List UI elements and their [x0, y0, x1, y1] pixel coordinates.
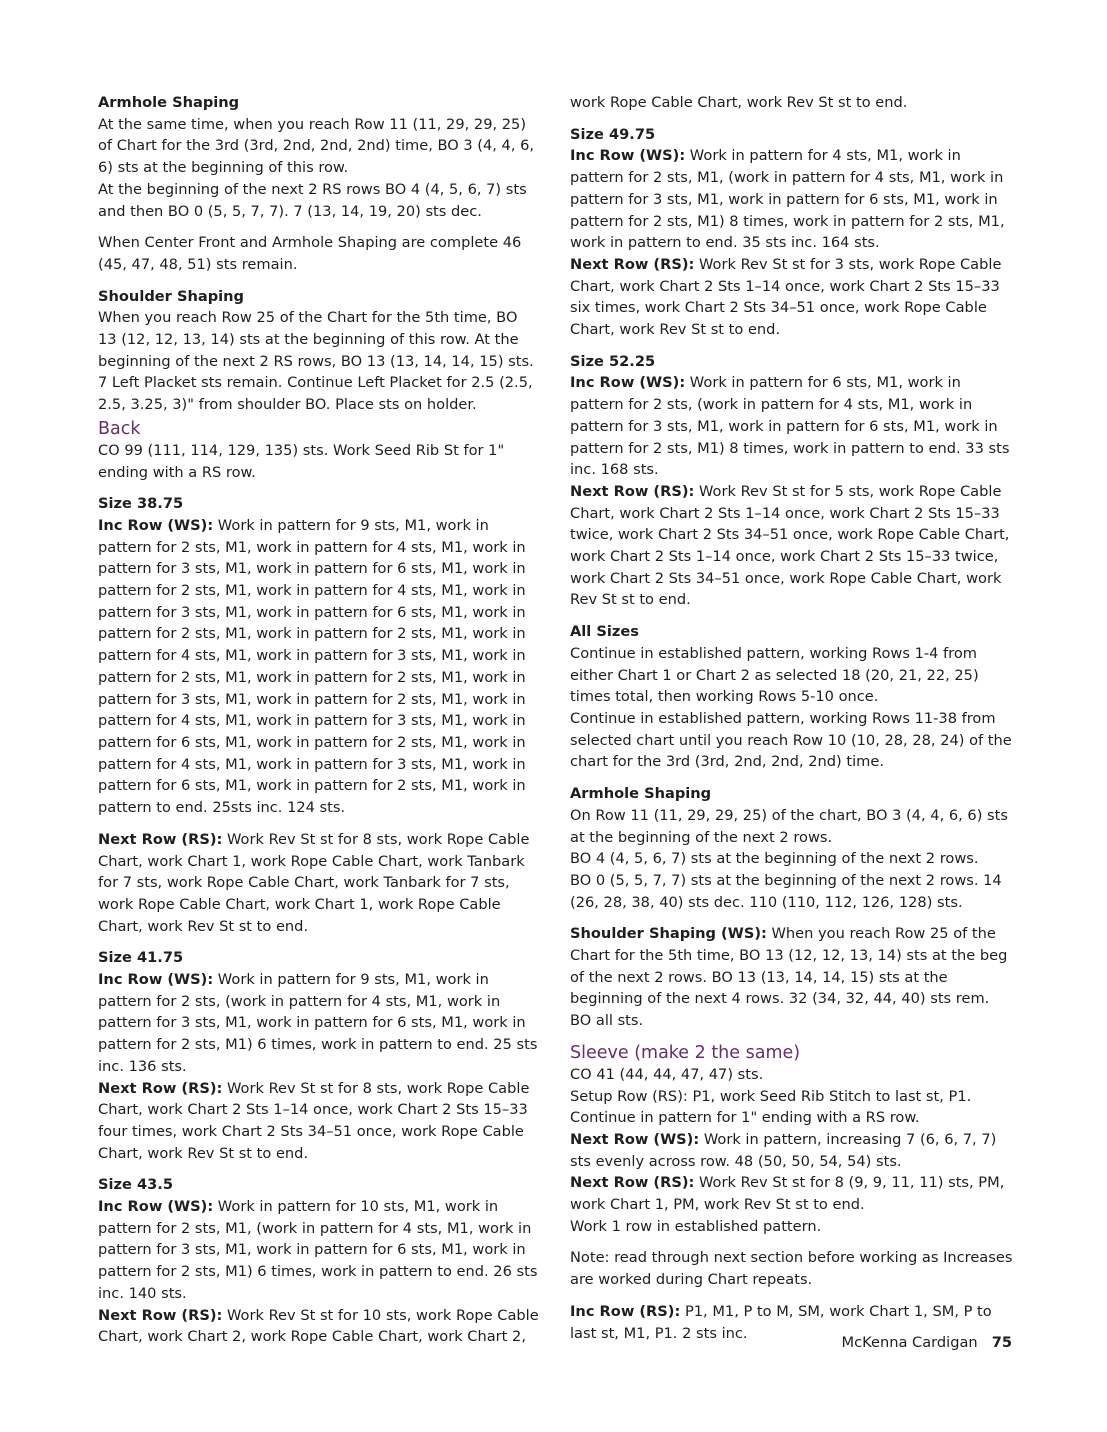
row-text: Work in pattern for 9 sts, M1, work in pattern for 2 sts, M1, work in pattern for 4 sts, M1, work in pattern for 3 sts, M1, work in pattern for 6 sts, M1, work in pattern for 2 sts, M1, work in pattern for 4 sts, M1, work in pattern for 3 sts, M1, work in pattern for 6 sts, M1, work in pattern for 2 sts, M1, work in pattern for 2 sts, M1, work in pattern for 4 sts, M1, work in pattern for 3 sts, M1, work in pattern for 2 sts, M1, work in pattern for 2 sts, M1, work in pattern for 3 sts, M1, work in pattern for 2 sts, M1, work in pattern for 4 sts, M1, work in pattern for 3 sts, M1, work in pattern for 6 sts, M1, work in pattern for 2 sts, M1, work in pattern for 4 sts, M1, work in pattern for 3 sts, M1, work in pattern for 6 sts, M1, work in pattern for 2 sts, M1, work in pattern to end. 25sts inc. 124 sts.	[98, 516, 526, 817]
row-text: Work in pattern for 4 sts, M1, work in pattern for 2 sts, M1, (work in pattern for 4 sts, M1, work in pattern for 3 sts, M1, work in pattern for 6 sts, M1, work in pattern for 2 sts, M1) 8 times, work in pattern for 2 sts, M1, work in pattern to end. 35 sts inc. 164 sts.	[570, 147, 1005, 252]
left-column	[98, 92, 540, 1348]
row-text: Work in pattern for 6 sts, M1, work in pattern for 2 sts, (work in pattern for 4 sts, M1, work in pattern for 3 sts, M1, work in pattern for 6 sts, M1, work in pattern for 2 sts, M1) 8 times, work in pattern to end. 33 sts inc. 168 sts.	[570, 374, 1010, 479]
row-text: Work Rev St st for 5 sts, work Rope Cable Chart, work Chart 2 Sts 1–14 once, work Chart 2 Sts 15–33 twice, work Chart 2 Sts 34–51 once, work Rope Cable Chart, work Chart 2 Sts 1–14 once, work Chart 2 Sts 15–33 twice, work Chart 2 Sts 34–51 once, work Rope Cable Chart, work Rev St st to end.	[570, 482, 1010, 609]
row-label: Next Row (RS):	[570, 1174, 695, 1192]
instruction-row	[570, 254, 1015, 341]
instruction-row	[98, 515, 540, 819]
instruction-row	[570, 1172, 1015, 1215]
row-text: Work Rev St st for 8 sts, work Rope Cable Chart, work Chart 1, work Rope Cable Chart, work Tanbark for 7 sts, work Rope Cable Chart, work Tanbark for 7 sts, work Rope Cable Chart, work Chart 1, work Rope Cable Chart, work Rev St st to end.	[98, 830, 530, 935]
instruction-row	[98, 1078, 540, 1165]
section-heading: Shoulder Shaping	[98, 287, 244, 305]
paragraph: CO 99 (111, 114, 129, 135) sts. Work Seed Rib St for 1" ending with a RS row.	[98, 441, 505, 481]
instruction-row	[570, 1129, 1015, 1172]
paragraph: Continue in pattern for 1" ending with a RS row.	[570, 1109, 920, 1127]
row-text: Work Rev St st for 8 (9, 9, 11, 11) sts, PM, work Chart 1, PM, work Rev St st to end.	[570, 1174, 1005, 1214]
paragraph: BO 4 (4, 5, 6, 7) sts at the beginning of the next 2 rows.	[570, 850, 979, 868]
row-text: P1, M1, P to M, SM, work Chart 1, SM, P to last st, M1, P1. 2 sts inc.	[570, 1302, 992, 1342]
row-label: Next Row (RS):	[570, 255, 695, 273]
instruction-row	[98, 829, 540, 938]
row-label: Shoulder Shaping (WS):	[570, 925, 767, 943]
section-heading: All Sizes	[570, 623, 639, 641]
size-heading: Size 52.25	[570, 352, 656, 370]
row-label: Next Row (RS):	[98, 1306, 223, 1324]
paragraph: Continue in established pattern, working Rows 1-4 from either Chart 1 or Chart 2 as selected 18 (20, 21, 22, 25) times total, then working Rows 5-10 once.	[570, 644, 979, 706]
row-label: Inc Row (WS):	[570, 374, 686, 392]
row-label: Inc Row (RS):	[570, 1302, 681, 1320]
paragraph: Continue in established pattern, working Rows 11-38 from selected chart until you reach Row 10 (10, 28, 28, 24) of the chart for the 3rd (3rd, 2nd, 2nd, 2nd) time.	[570, 709, 1012, 771]
paragraph: At the same time, when you reach Row 11 (11, 29, 29, 25) of Chart for the 3rd (3rd, 2nd, 2nd, 2nd) time, BO 3 (4, 4, 6, 6) sts at the beginning of this row.	[98, 115, 535, 177]
row-label: Next Row (RS):	[570, 482, 695, 500]
size-heading: Size 49.75	[570, 125, 656, 143]
instruction-row	[570, 923, 1015, 1032]
paragraph: When Center Front and Armhole Shaping are complete 46 (45, 47, 48, 51) sts remain.	[98, 234, 522, 273]
paragraph: BO 0 (5, 5, 7, 7) sts at the beginning of the next 2 rows. 14 (26, 28, 38, 40) sts dec. 110 (110, 112, 126, 128) sts.	[570, 871, 1002, 911]
note: Note: read through next section before working as Increases are worked during Chart repeats.	[570, 1249, 1013, 1289]
instruction-row	[570, 145, 1015, 254]
row-text: Work in pattern for 9 sts, M1, work in pattern for 2 sts, (work in pattern for 4 sts, M1, work in pattern for 3 sts, M1, work in pattern for 6 sts, M1, work in pattern for 2 sts, M1) 6 times, work in pattern to end. 25 sts inc. 136 sts.	[98, 971, 538, 1075]
row-text: Work in pattern for 10 sts, M1, work in pattern for 2 sts, M1, (work in pattern for 4 sts, M1, work in pattern for 3 sts, M1, work in pattern for 6 sts, M1, work in pattern for 2 sts, M1) 6 times, work in pattern to end. 26 sts inc. 140 sts.	[98, 1198, 538, 1302]
instruction-row	[98, 1305, 540, 1348]
row-text: Work in pattern, increasing 7 (6, 6, 7, 7) sts evenly across row. 48 (50, 50, 54, 54) sts.	[570, 1130, 997, 1170]
size-heading: Size 38.75	[98, 495, 184, 513]
row-label: Next Row (RS):	[98, 830, 223, 848]
paragraph: When you reach Row 25 of the Chart for the 5th time, BO 13 (12, 12, 13, 14) sts at the beginning of this row. At the beginning of the next 2 RS rows, BO 13 (13, 14, 14, 15) sts. 7 Left Placket sts remain. Continue Left Placket for 2.5 (2.5, 2.5, 3.25, 3)" from shoulder BO. Place sts on holder.	[98, 309, 534, 414]
instruction-row	[570, 372, 1015, 481]
row-label: Next Row (RS):	[98, 1079, 223, 1097]
page-number: 75	[991, 1334, 1012, 1351]
row-label: Inc Row (WS):	[98, 1198, 214, 1216]
section-heading: Armhole Shaping	[98, 94, 240, 111]
instruction-row	[98, 1196, 540, 1305]
row-text: Work Rev St st for 3 sts, work Rope Cable Chart, work Chart 2 Sts 1–14 once, work Chart 2 Sts 15–33 six times, work Chart 2 Sts 34–51 once, work Rope Cable Chart, work Rev St st to end.	[570, 255, 1002, 339]
row-label: Inc Row (WS):	[570, 147, 686, 165]
section-title: Sleeve (make 2 the same)	[570, 1042, 801, 1063]
page-footer	[842, 1334, 1012, 1351]
size-heading: Size 41.75	[98, 949, 184, 967]
row-text: Work Rev St st for 8 sts, work Rope Cable Chart, work Chart 2 Sts 1–14 once, work Chart 2 Sts 15–33 four times, work Chart 2 Sts 34–51 once, work Rope Cable Chart, work Rev St st to end.	[98, 1079, 530, 1162]
section-heading: Armhole Shaping	[570, 785, 712, 803]
paragraph: On Row 11 (11, 29, 29, 25) of the chart, BO 3 (4, 4, 6, 6) sts at the beginning of the next 2 rows.	[570, 806, 1008, 846]
paragraph: Setup Row (RS): P1, work Seed Rib Stitch to last st, P1.	[570, 1087, 972, 1105]
instruction-row	[570, 481, 1015, 611]
section-title: Back	[98, 418, 141, 439]
row-text: Work Rev St st for 10 sts, work Rope Cable Chart, work Chart 2, work Rope Cable Chart, work Chart 2,	[98, 1306, 539, 1346]
footer-title: McKenna Cardigan	[841, 1334, 978, 1351]
paragraph: CO 41 (44, 44, 47, 47) sts.	[570, 1065, 764, 1083]
right-column	[570, 92, 1015, 1344]
paragraph: work Rope Cable Chart, work Rev St st to end.	[570, 94, 908, 111]
instruction-row	[98, 969, 540, 1078]
size-heading: Size 43.5	[98, 1176, 173, 1194]
row-label: Next Row (WS):	[570, 1130, 700, 1148]
paragraph: Work 1 row in established pattern.	[570, 1217, 822, 1235]
paragraph: At the beginning of the next 2 RS rows BO 4 (4, 5, 6, 7) sts and then BO 0 (5, 5, 7, 7). 7 (13, 14, 19, 20) sts dec.	[98, 180, 527, 220]
row-text: When you reach Row 25 of the Chart for the 5th time, BO 13 (12, 12, 13, 14) sts at the beg of the next 2 rows. BO 13 (13, 14, 14, 15) sts at the beginning of the next 4 rows. 32 (34, 32, 44, 40) sts rem. BO all sts.	[570, 925, 1008, 1030]
row-label: Inc Row (WS):	[98, 971, 214, 989]
row-label: Inc Row (WS):	[98, 516, 214, 534]
